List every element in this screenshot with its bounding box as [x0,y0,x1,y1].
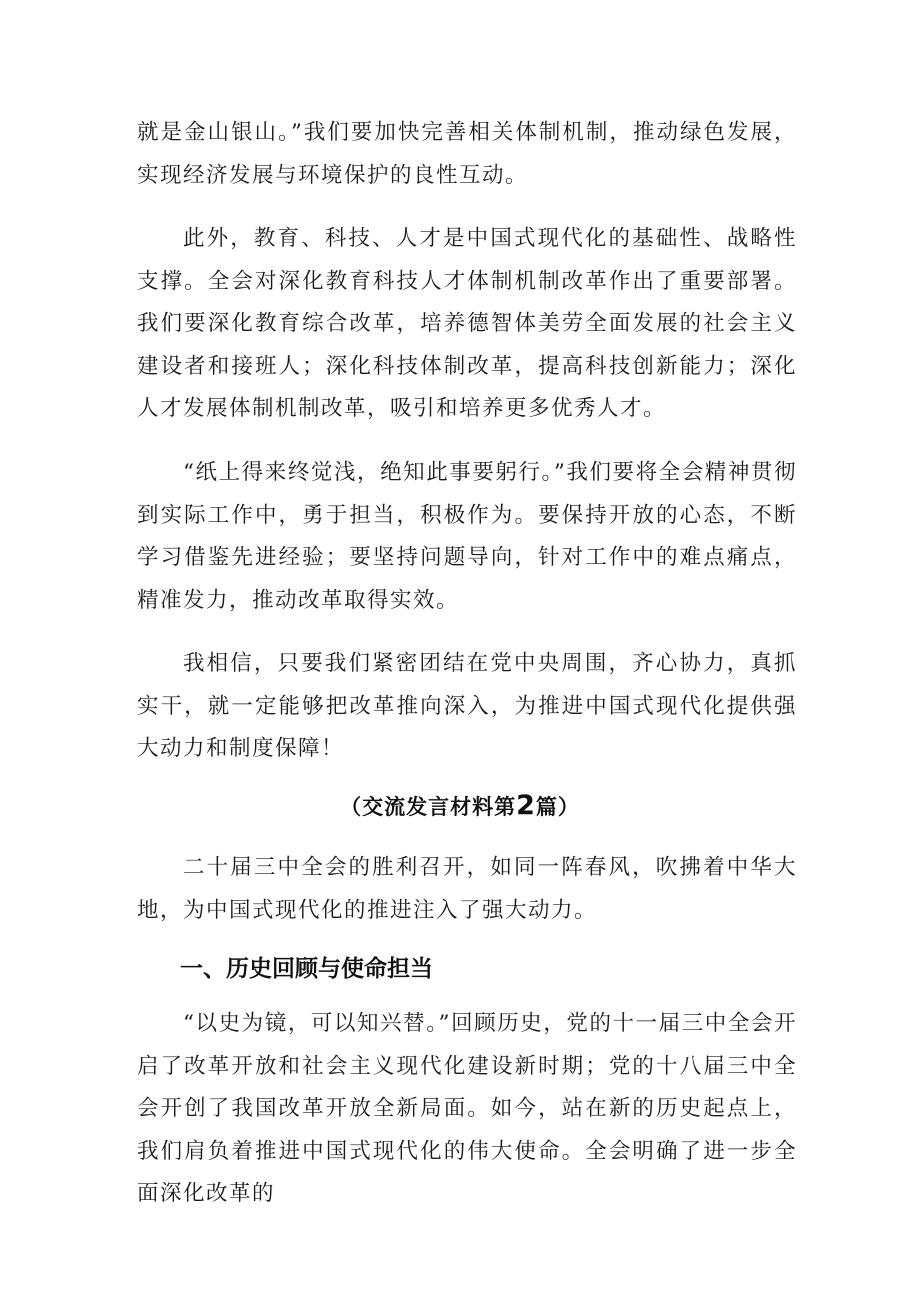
article-heading-open: （交流发言材料第 [340,795,517,819]
paragraph-conclusion: 我相信，只要我们紧密团结在党中央周围，齐心协力，真抓实干，就一定能够把改革推向深入，为推进中国式现代化提供强大动力和制度保障！ [137,651,797,761]
paragraph-history: “以史为镜，可以知兴替。”回顾历史，党的十一届三中全会开启了改革开放和社会主义现代化建设新时期；党的十八届三中全会开创了我国改革开放全新局面。如今，站在新的历史起点上，我们肩负着推进中国式现代化的伟大使命。全会明确了进一步全面深化改革的 [137,1011,797,1206]
article-heading-number: 2 [516,790,536,821]
article-heading [0,790,920,821]
paragraph-practice: “纸上得来终觉浅，绝知此事要躬行。”我们要将全会精神贯彻到实际工作中，勇于担当，积极作为。要保持开放的心态，不断学习借鉴先进经验；要坚持问题导向，针对工作中的难点痛点，精准发力，推动改革取得实效。 [137,460,797,613]
paragraph-education-science: 此外，教育、科技、人才是中国式现代化的基础性、战略性支撑。全会对深化教育科技人才体制机制改革作出了重要部署。我们要深化教育综合改革，培养德智体美劳全面发展的社会主义建设者和接班人；深化科技体制改革，提高科技创新能力；深化人才发展体制机制改革，吸引和培养更多优秀人才。 [137,226,797,421]
paragraph-green-development: 就是金山银山。”我们要加快完善相关体制机制，推动绿色发展，实现经济发展与环境保护的良性互动。 [137,120,797,188]
paragraph-intro: 二十届三中全会的胜利召开，如同一阵春风，吹拂着中华大地，为中国式现代化的推进注入了强大动力。 [137,855,797,923]
section-title: 一、历史回顾与使命担当 [180,956,433,982]
article-heading-close: 篇） [535,795,580,819]
